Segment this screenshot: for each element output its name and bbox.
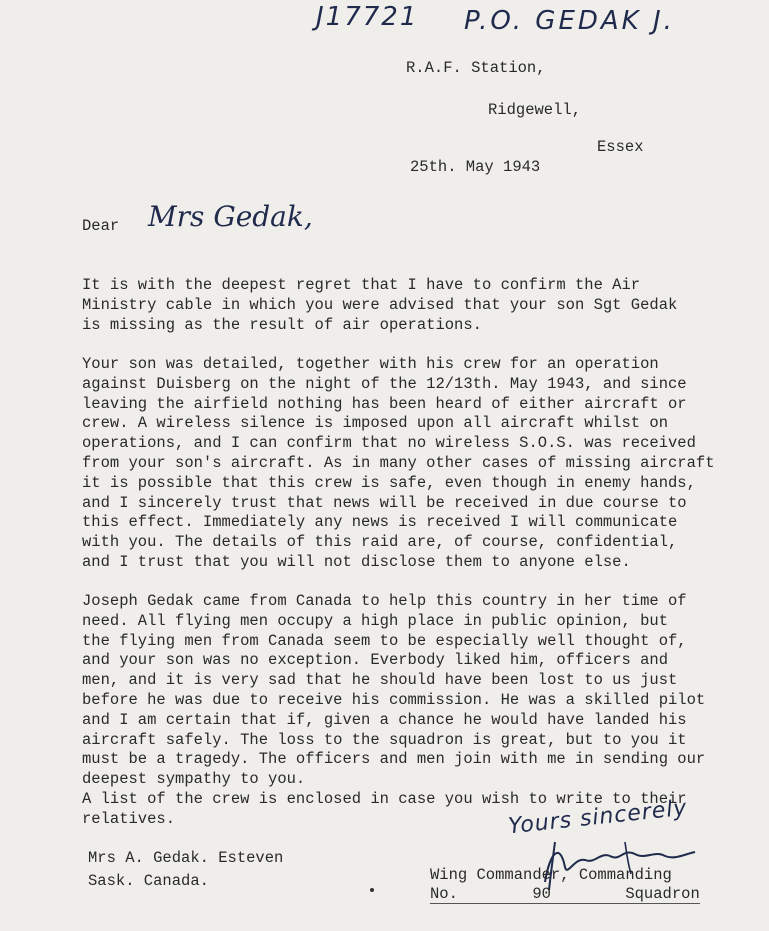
signature-title: Wing Commander, Commanding (430, 866, 672, 884)
header-place: Ridgewell, (488, 101, 582, 119)
handwritten-salutation-name: Mrs Gedak, (148, 200, 313, 233)
addressee-block: Mrs A. Gedak. Esteven Sask. Canada. (88, 849, 284, 890)
signature-underline (430, 903, 700, 904)
signature-unit: No. 90 Squadron (430, 885, 700, 903)
ink-dot (370, 888, 374, 892)
paragraph-4: A list of the crew is enclosed in case you wish to write to their relatives. (82, 790, 687, 828)
paragraph-3: Joseph Gedak came from Canada to help this country in her time of need. All flying men occupy a high place in public opinion, but the flying men from Canada seem to be especially well thought of, and your son was no exception. Everbody liked him, officers and men, and it is very sad that he should have been lost to us just before he was due to receive his commission. He was a skilled pilot and I am certain that if, given a chance he would have landed his aircraft safely. The loss to the squadron is great, but to you it must be a tragedy. The officers and men join with me in sending our deepest sympathy to you. (82, 592, 706, 789)
handwritten-closing: Yours sincerely (507, 795, 689, 840)
salutation: Dear (82, 217, 120, 235)
header-date: 25th. May 1943 (410, 158, 541, 176)
header-county: Essex (597, 138, 644, 156)
header-station: R.A.F. Station, (406, 59, 546, 77)
paragraph-1: It is with the deepest regret that I have to confirm the Air Ministry cable in which you were advised that your son Sgt Gedak is missing as the result of air operations. (82, 276, 678, 334)
handwritten-officer-name: P.O. GEDAK J. (464, 6, 675, 36)
paragraph-2: Your son was detailed, together with his crew for an operation against Duisberg on the night of the 12/13th. May 1943, and since leaving the airfield nothing has been heard of either aircraft or crew. A wireless silence is imposed upon all aircraft whilst on operations, and I can confirm that no wireless S.O.S. was received from your son's aircraft. As in many other cases of missing aircraft it is possible that this crew is safe, even though in enemy hands, and I sincerely trust that news will be received in due course to this effect. Immediately any news is received I will communicate with you. The details of this raid are, of course, confidential, and I trust that you will not disclose them to anyone else. (82, 355, 715, 571)
handwritten-reference: J17721 (316, 2, 419, 32)
